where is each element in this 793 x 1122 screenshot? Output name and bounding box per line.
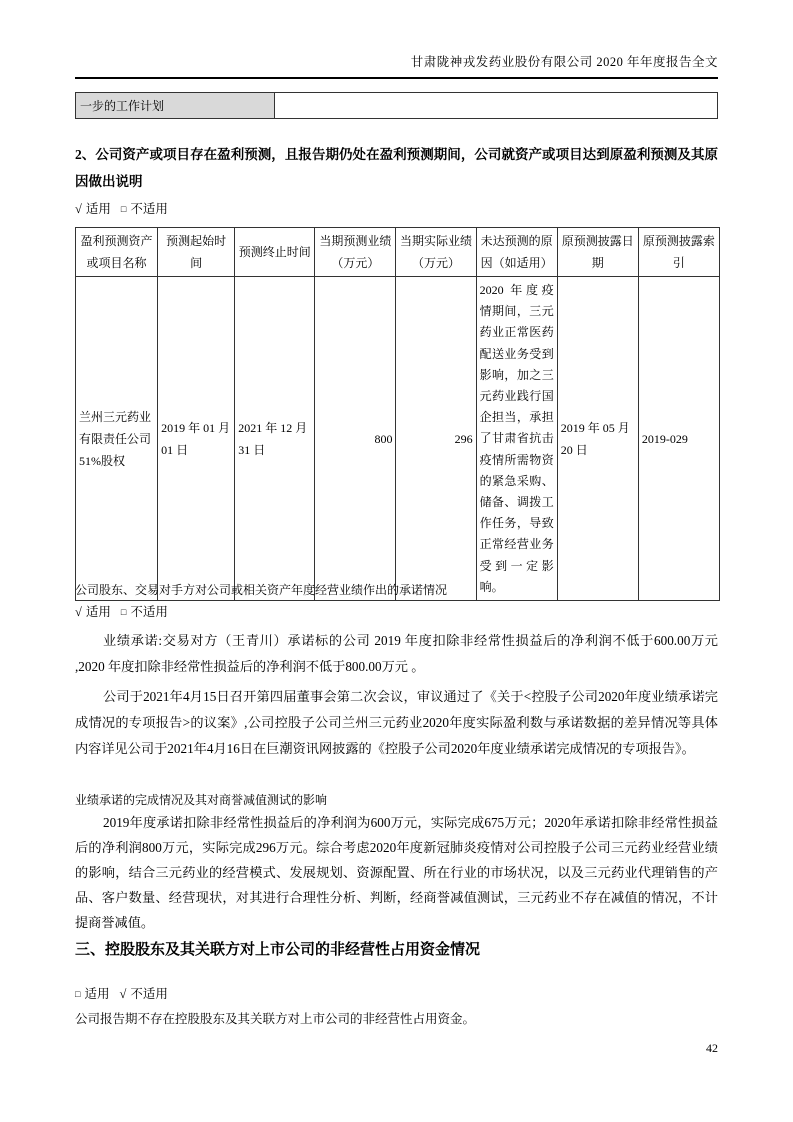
- continuation-table: [75, 92, 718, 119]
- profit-forecast-table: [75, 227, 720, 601]
- cell-asset: 兰州三元药业有限责任公司51%股权: [76, 277, 158, 601]
- col-header-end-date: 预测终止时间: [235, 228, 315, 277]
- col-header-start-date: 预测起始时间: [158, 228, 235, 277]
- col-header-disclosure-date: 原预测披露日期: [557, 228, 638, 277]
- section2-heading: 2、公司资产或项目存在盈利预测，且报告期仍处在盈利预测期间，公司就资产或项目达到原盈利预测及其原因做出说明: [75, 147, 718, 189]
- section2-applicability-line: [75, 199, 178, 217]
- checkbox-empty-icon: □: [120, 204, 127, 214]
- header-rule: [75, 77, 718, 79]
- table-header-row: [76, 228, 720, 277]
- checkbox-empty-icon: □: [75, 989, 81, 999]
- not-applicable-label: 不适用: [130, 202, 168, 216]
- cell-disclosure-index: 2019-029: [638, 277, 719, 601]
- check-icon: √: [75, 202, 82, 216]
- cell-actual-value: 296: [396, 277, 476, 601]
- goodwill-impact-paragraph: 2019年度承诺扣除非经常性损益后的净利润为600万元，实际完成675万元；2020年承诺扣除非经常性损益后的净利润800万元，实际完成296万元。综合考虑2020年度新冠肺炎疫情对公司控股子公司三元药业经营业绩的影响，结合三元药业的经营模式、发展规划、资源配置、所在行业的市场状况，以及三元药业代理销售的产品、客户数量、经营现状，对其进行合理性分析、判断，经商誉减值测试，三元药业不存在减值的情况，不计提商誉减值。: [75, 815, 718, 930]
- goodwill-impact-label: 业绩承诺的完成情况及其对商誉减值测试的影响: [75, 793, 328, 807]
- not-applicable-label: 不适用: [130, 987, 168, 1001]
- commitment-applicability-line: [75, 602, 178, 620]
- col-header-disclosure-index: 原预测披露索引: [638, 228, 719, 277]
- table-row: [76, 277, 720, 601]
- applicable-label: 适用: [84, 987, 110, 1001]
- continuation-row-value: [275, 93, 718, 119]
- checkbox-empty-icon: □: [120, 607, 127, 617]
- commitment-note: 公司股东、交易对手方对公司或相关资产年度经营业绩作出的承诺情况: [75, 583, 448, 597]
- check-icon: √: [119, 987, 127, 1001]
- commitment-paragraph-1: 业绩承诺:交易对方（王青川）承诺标的公司 2019 年度扣除非经常性损益后的净利润不低于600.00万元 ,2020 年度扣除非经常性损益后的净利润不低于800.00万元 。: [75, 633, 718, 674]
- page-header-title: 甘肃陇神戎发药业股份有限公司 2020 年年度报告全文: [410, 55, 718, 69]
- commitment-paragraph-2: 公司于2021年4月15日召开第四届董事会第二次会议，审议通过了《关于<控股子公司2020年度业绩承诺完成情况的专项报告>的议案》,公司控股子公司兰州三元药业2020年度实际盈利数与承诺数据的差异情况等具体内容详见公司于2021年4月16日在巨潮资讯网披露的《控股子公司2020年度业绩承诺完成情况的专项报告》。: [75, 689, 718, 756]
- check-icon: √: [75, 605, 82, 619]
- section3-body: 公司报告期不存在控股股东及其关联方对上市公司的非经营性占用资金。: [75, 1012, 476, 1026]
- applicable-label: 适用: [85, 202, 111, 216]
- cell-disclosure-date: 2019 年 05 月 20 日: [557, 277, 638, 601]
- col-header-forecast: 当期预测业绩（万元）: [315, 228, 396, 277]
- cell-end-date: 2021 年 12 月 31 日: [235, 277, 315, 601]
- section3-applicability-line: [75, 984, 178, 1002]
- section3-heading: 三、控股股东及其关联方对上市公司的非经营性占用资金情况: [75, 942, 481, 958]
- col-header-actual: 当期实际业绩（万元）: [396, 228, 476, 277]
- continuation-row-label: 一步的工作计划: [76, 93, 275, 119]
- table-row: [76, 93, 718, 119]
- cell-forecast-value: 800: [315, 277, 396, 601]
- not-applicable-label: 不适用: [130, 605, 168, 619]
- cell-start-date: 2019 年 01 月 01 日: [158, 277, 235, 601]
- col-header-asset: 盈利预测资产或项目名称: [76, 228, 158, 277]
- col-header-reason: 未达预测的原因（如适用）: [476, 228, 557, 277]
- applicable-label: 适用: [85, 605, 111, 619]
- cell-miss-reason: 2020 年度疫情期间，三元药业正常医药配送业务受到影响，加之三元药业践行国企担当，承担了甘肃省抗击疫情所需物资的紧急采购、储备、调拨工作任务，导致正常经营业务受到一定影响。: [476, 277, 557, 601]
- page-number: 42: [706, 1041, 718, 1055]
